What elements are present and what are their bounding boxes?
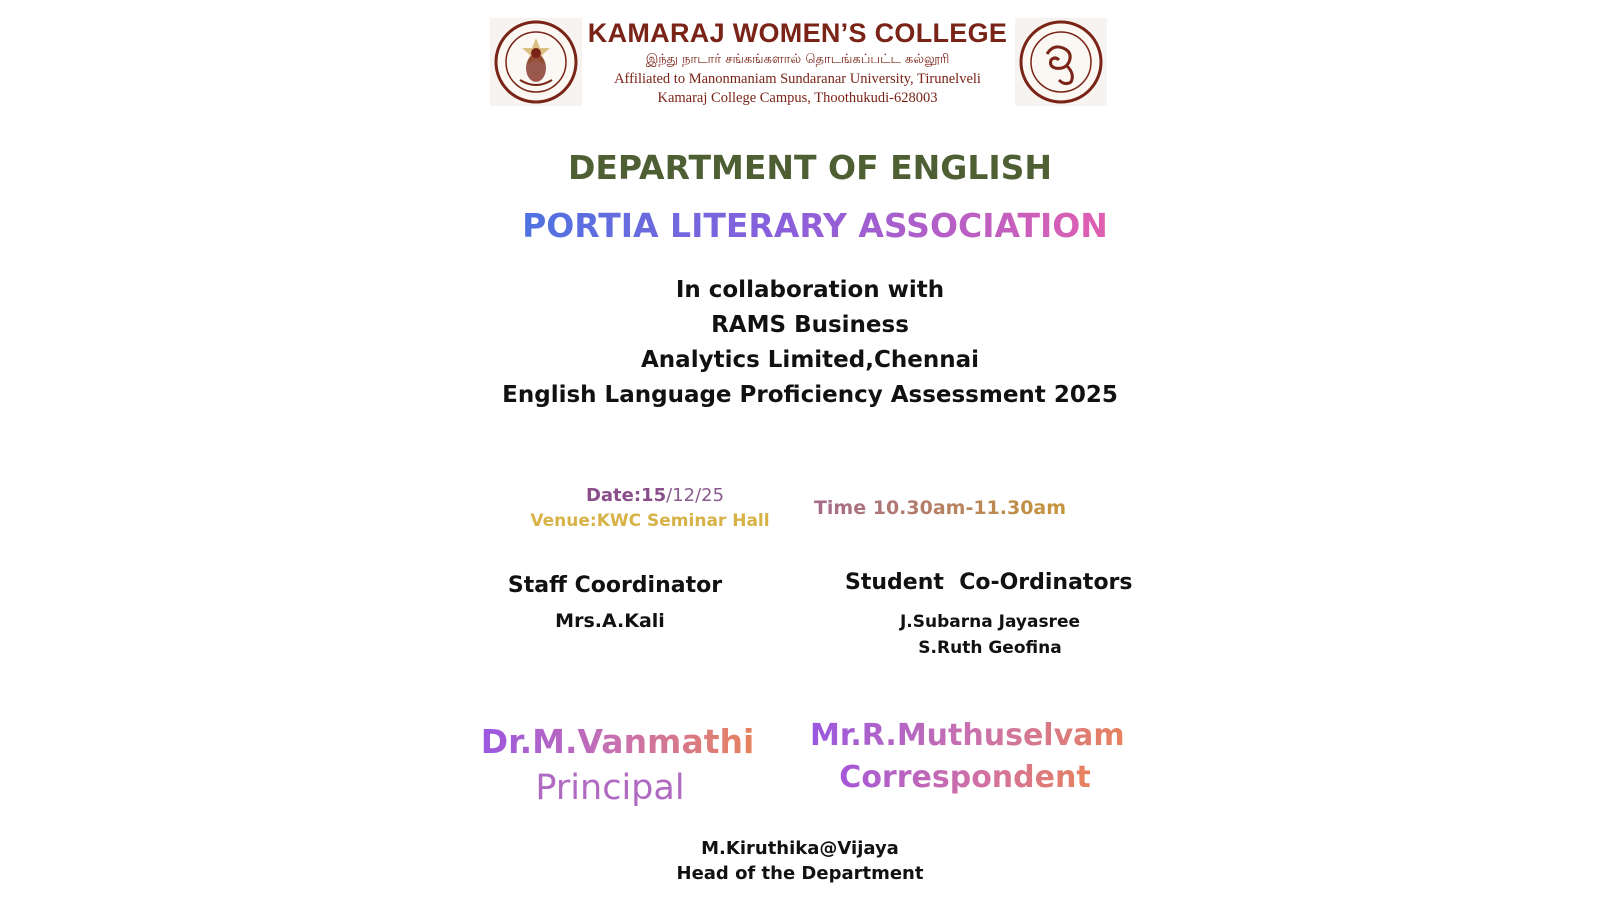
- correspondent-title-text: Correspondent: [839, 760, 1091, 795]
- correspondent-name: [810, 718, 1125, 753]
- department-title: DEPARTMENT OF ENGLISH: [567, 148, 1053, 187]
- staff-coordinator-heading: Staff Coordinator: [507, 573, 723, 598]
- collaboration-line-1: In collaboration with: [675, 277, 945, 303]
- staff-coordinator-name: Mrs.A.Kali: [555, 610, 665, 632]
- hod-title: Head of the Department: [676, 863, 924, 884]
- college-seal-right-icon: [1015, 18, 1107, 106]
- association-title-text: PORTIA LITERARY ASSOCIATION: [522, 206, 1108, 245]
- student-coordinators-heading: Student Co-Ordinators: [845, 570, 1133, 595]
- principal-name: [480, 722, 755, 761]
- association-title: [0, 206, 1600, 245]
- event-time-text: Time 10.30am-11.30am: [813, 497, 1067, 519]
- correspondent-title: [810, 760, 1120, 795]
- collaboration-block: [0, 273, 1600, 413]
- hod-name: M.Kiruthika@Vijaya: [701, 838, 899, 859]
- event-date-label: Date:15: [585, 485, 667, 506]
- correspondent-name-text: Mr.R.Muthuselvam: [810, 718, 1125, 753]
- college-tamil-name: இந்து நாடார் சங்கங்களால் தொடங்கப்பட்ட கல்லூரி: [645, 52, 950, 67]
- collaboration-line-3: Analytics Limited,Chennai: [641, 347, 979, 373]
- college-name: KAMARAJ WOMEN’S COLLEGE: [587, 18, 1008, 48]
- principal-name-text: Dr.M.Vanmathi: [480, 722, 755, 761]
- student-coordinator-name: S.Ruth Geofina: [918, 638, 1062, 658]
- college-seal-left-icon: [490, 18, 582, 106]
- event-venue: Venue:KWC Seminar Hall: [530, 511, 770, 531]
- college-campus: Kamaraj College Campus, Thoothukudi-628003: [657, 90, 938, 106]
- student-coordinator-name: J.Subarna Jayasree: [899, 612, 1081, 632]
- college-affiliation: Affiliated to Manonmaniam Sundaranar University, Tirunelveli: [614, 71, 981, 87]
- event-date-rest: /12/25: [666, 485, 725, 506]
- event-time: [810, 497, 1070, 519]
- principal-title: Principal: [535, 768, 685, 808]
- collaboration-line-4: English Language Proficiency Assessment 2025: [502, 382, 1118, 408]
- event-date: [540, 485, 770, 506]
- collaboration-line-2: RAMS Business: [711, 312, 909, 338]
